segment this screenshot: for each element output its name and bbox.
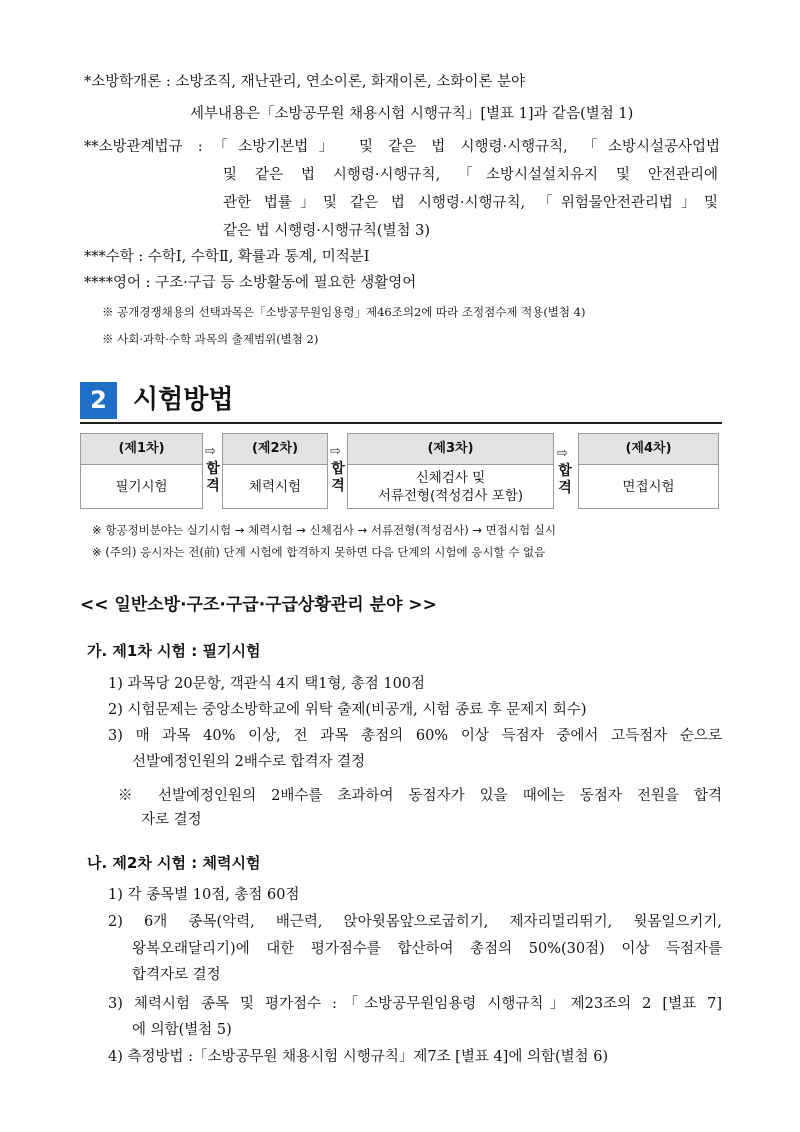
part-b-item-3-cont: 에 의함(별첨 5) (132, 1022, 232, 1038)
part-b-item-1: 1) 각 종목별 10점, 총점 60점 (108, 887, 300, 903)
note-aviation: ※ 항공정비분야는 실기시험 → 체력시험 → 신체검사 → 서류전형(적성검사) → 면접시험 실시 (92, 523, 556, 537)
subject-fire-law-line4: 같은 법 시행령·시행규칙(별첨 3) (223, 223, 431, 239)
part-a-note-cont: 자로 결정 (141, 812, 202, 828)
subject-fire-law: **소방관계법규 :「소방기본법」 및 같은 법 시행령·시행규칙, 「소방시설공사업법 (84, 139, 720, 155)
stage-3-body: 신체검사 및 서류전형(적성검사 포함) (377, 470, 524, 504)
stage-1-head: (제1차) (81, 434, 202, 465)
arrow-icon: ⇨ (205, 444, 216, 459)
subject-fire-science-detail: 세부내용은「소방공무원 채용시험 시행규칙」[별표 1]과 같음(별첨 1) (190, 106, 634, 122)
subject-math: ***수학 : 수학Ⅰ, 수학Ⅱ, 확률과 통계, 미적분Ⅰ (84, 249, 370, 265)
note-adjusted-score: ※ 공개경쟁채용의 선택과목은「소방공무원임용령」제46조의2에 따라 조정점수제 적용(별첨 4) (102, 305, 586, 319)
part-a-item-2: 2) 시험문제는 중앙소방학교에 위탁 출제(비공개, 시험 종료 후 문제지 회수) (108, 702, 587, 718)
stage-4-head: (제4차) (579, 434, 718, 465)
part-b-item-2-cont: 왕복오래달리기)에 대한 평가점수를 합산하여 총점의 50%(30점) 이상 득점자를 (132, 941, 722, 957)
stage-2-head: (제2차) (223, 434, 327, 465)
subject-english: ****영어 : 구조·구급 등 소방활동에 필요한 생활영어 (84, 275, 417, 291)
stage-4 (578, 433, 719, 509)
stage-1-body: 필기시험 (115, 479, 168, 495)
pass-label: 합격 (206, 461, 220, 494)
arrow-icon: ⇨ (557, 446, 568, 461)
stage-4-body: 면접시험 (622, 479, 675, 495)
pass-label: 합격 (331, 461, 345, 494)
stage-3-head: (제3차) (348, 434, 553, 465)
section-number-badge: 2 (80, 382, 117, 419)
part-a-title: 가. 제1차 시험 : 필기시험 (87, 642, 261, 660)
pass-label: 합격 (558, 463, 572, 496)
stage-3 (347, 433, 554, 509)
part-b-item-4: 4) 측정방법 :「소방공무원 채용시험 시행규칙」제7조 [별표 4]에 의함(별첨 6) (108, 1049, 609, 1065)
stage-2-body: 체력시험 (248, 479, 302, 495)
subject-fire-law-line3: 관한 법률」및 같은 법 시행령·시행규칙, 「위험물안전관리법」및 (223, 195, 718, 211)
subject-fire-science: *소방학개론 : 소방조직, 재난관리, 연소이론, 화재이론, 소화이론 분야 (84, 74, 526, 90)
part-b-item-3: 3) 체력시험 종목 및 평가점수 :「소방공무원임용령 시행규칙」제23조의 2 [별표 7] (108, 996, 722, 1012)
section-underline (80, 422, 722, 424)
arrow-icon: ⇨ (330, 444, 341, 459)
part-b-title: 나. 제2차 시험 : 체력시험 (87, 854, 261, 872)
stage-1 (80, 433, 203, 509)
section-title: 시험방법 (133, 385, 234, 415)
field-title: << 일반소방·구조·구급·구급상황관리 분야 >> (80, 595, 437, 615)
subject-fire-law-line2: 및 같은 법 시행령·시행규칙, 「소방시설설치유지 및 안전관리에 (223, 167, 718, 183)
note-scope: ※ 사회·과학·수학 과목의 출제범위(별첨 2) (102, 332, 319, 346)
part-b-item-2-cont2: 합격자로 결정 (132, 967, 221, 983)
part-b-item-2: 2) 6개 종목(악력, 배근력, 앉아윗몸앞으로굽히기, 제자리멀리뛰기, 윗몸일으키기, (108, 914, 722, 930)
part-a-item-1: 1) 과목당 20문항, 객관식 4지 택1형, 총점 100점 (108, 676, 426, 692)
stage-2 (222, 433, 328, 509)
note-caution: ※ (주의) 응시자는 전(前) 단계 시험에 합격하지 못하면 다음 단계의 시험에 응시할 수 없음 (92, 545, 546, 559)
part-a-item-3: 3) 매 과목 40% 이상, 전 과목 총점의 60% 이상 득점자 중에서 고득점자 순으로 (108, 728, 722, 744)
part-a-item-3-cont: 선발예정인원의 2배수로 합격자 결정 (132, 754, 366, 770)
part-a-note: ※ 선발예정인원의 2배수를 초과하여 동점자가 있을 때에는 동점자 전원을 합격 (118, 788, 722, 804)
